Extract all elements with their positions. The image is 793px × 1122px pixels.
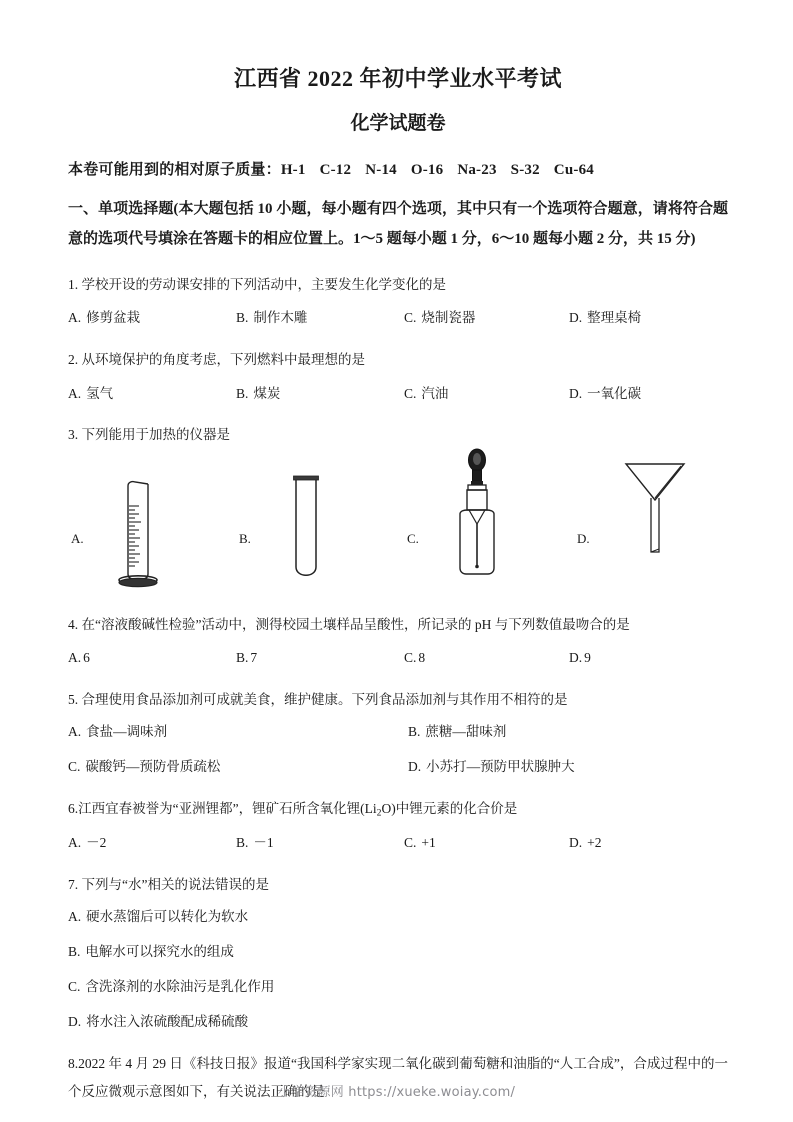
option-label: C. [68,759,81,775]
option-text: 汽油 [421,385,449,401]
question-2-options [68,384,728,405]
question-6 [68,795,728,854]
option-label: A. [68,724,82,740]
page-content [68,0,728,1107]
question-8-number: 8. [68,1056,79,1071]
atomic-mass-o: O-16 [410,162,444,179]
option-text: 整理桌椅 [587,310,642,326]
question-3-text: 下列能用于加热的仪器是 [81,427,230,443]
option-label: D. [408,759,422,775]
question-4-stem [68,611,728,639]
option-text: 电解水可以探究水的组成 [85,944,234,960]
question-6-text-pre: 江西宜春被誉为“亚洲锂都”，锂矿石所含氧化锂(Li [78,801,377,817]
question-2-option-a[interactable] [68,384,236,405]
option-label: A. [68,835,82,851]
question-4 [68,611,728,669]
option-text: －1 [253,835,274,851]
question-7-options [68,907,728,1033]
option-label: C. [404,310,417,326]
question-3-option-d[interactable] [574,456,728,601]
question-8-text: 2022 年 4 月 29 日《科技日报》报道“我国科学家实现二氧化碳到葡萄糖和油脂的“人工合成”，合成过程中的一个反应微观示意图如下，有关说法正确的是 [68,1056,728,1100]
question-2-option-d[interactable] [569,384,719,405]
footer-watermark: 小学资源网 https://xueke.woiay.com/ [277,1085,516,1100]
question-5-option-d[interactable] [408,757,708,778]
option-label: C. [407,530,419,546]
question-5-text: 合理使用食品添加剂可成就美食，维护健康。下列食品添加剂与其作用不相符的是 [81,692,568,708]
atomic-mass-na: Na-23 [457,162,497,179]
option-text: 烧制瓷器 [421,310,476,326]
option-label: D. [569,385,583,401]
question-5-number: 5. [68,692,79,708]
question-7-option-b[interactable] [68,942,728,963]
question-3 [68,421,728,600]
question-3-option-c[interactable] [404,456,574,601]
question-1-option-d[interactable] [569,308,719,329]
question-7-stem [68,871,728,899]
question-2-number: 2. [68,352,79,368]
question-2-option-c[interactable] [404,384,569,405]
option-label: D. [68,1014,82,1030]
option-label: D. [577,530,590,546]
question-3-option-a[interactable] [68,456,236,601]
option-text: 制作木雕 [253,310,308,326]
question-6-option-a[interactable] [68,833,236,854]
question-7-option-a[interactable] [68,907,728,928]
question-2-option-b[interactable] [236,384,404,405]
option-label: C. [68,979,81,995]
option-label: B. [236,650,249,666]
graduated-cylinder-icon [108,470,168,597]
question-7-option-d[interactable] [68,1012,728,1033]
question-1-stem [68,271,728,299]
option-text: 一氧化碳 [587,385,642,401]
question-6-options [68,833,728,854]
question-5-option-c[interactable] [68,757,408,778]
question-3-stem [68,421,728,449]
question-3-option-b[interactable] [236,456,404,601]
option-text: +1 [421,835,436,851]
question-6-number: 6. [68,801,79,817]
question-1-number: 1. [68,276,79,292]
option-text: 食盐—调味剂 [86,724,168,740]
option-text: －2 [86,835,107,851]
option-label: C. [404,385,417,401]
dropper-bottle-icon [442,448,512,597]
atomic-mass-c: C-12 [319,162,352,179]
option-label: A. [68,650,82,666]
question-3-number: 3. [68,427,79,443]
question-6-option-d[interactable] [569,833,719,854]
question-2 [68,346,728,404]
option-text: 9 [584,650,591,666]
atomic-mass-cu: Cu-64 [553,162,594,179]
question-1-option-c[interactable] [404,308,569,329]
question-6-option-c[interactable] [404,833,569,854]
option-text: 含洗涤剂的水除油污是乳化作用 [85,979,275,995]
question-1-options [68,308,728,329]
option-label: A. [68,385,82,401]
option-label: A. [71,530,84,546]
question-4-option-d[interactable] [569,648,719,669]
question-7 [68,871,728,1033]
page-subtitle: 化学试题卷 [350,112,446,134]
question-4-option-a[interactable] [68,648,236,669]
option-label: B. [236,835,249,851]
question-4-text: 在“溶液酸碱性检验”活动中，测得校园土壤样品呈酸性，所记录的 pH 与下列数值最吻合的是 [81,616,630,632]
question-1 [68,271,728,329]
page-title: 江西省 2022 年初中学业水平考试 [233,66,562,91]
question-6-option-b[interactable] [236,833,404,854]
question-7-number: 7. [68,876,79,892]
option-text: 小苏打—预防甲状腺肿大 [426,759,575,775]
question-1-text: 学校开设的劳动课安排的下列活动中，主要发生化学变化的是 [81,276,446,292]
test-tube-icon [276,465,336,597]
question-2-stem [68,346,728,374]
option-label: A. [68,310,82,326]
question-2-text: 从环境保护的角度考虑，下列燃料中最理想的是 [81,352,365,368]
option-text: 7 [250,650,258,666]
option-label: A. [68,909,82,925]
question-5-stem [68,686,728,714]
question-5-options-row-1 [68,722,728,743]
option-text: 碳酸钙—预防骨质疏松 [85,759,221,775]
question-7-text: 下列与“水”相关的说法错误的是 [81,876,269,892]
question-4-option-c[interactable] [404,648,569,669]
question-3-options [68,456,728,601]
option-label: B. [236,310,249,326]
option-label: C. [404,650,417,666]
option-text: +2 [587,835,602,851]
question-5 [68,686,728,778]
option-text: 8 [418,650,426,666]
question-6-subscript: 2 [376,807,382,819]
atomic-mass-s: S-32 [510,162,540,179]
section-instruction: 一、单项选择题(本大题包括 10 小题，每小题有四个选项，其中只有一个选项符合题意，请将符合题意的选项代号填涂在答题卡的相应位置上。1～5 题每小题 1 分，6～10 题每小题 2 分，共 15 分) [68,200,728,247]
option-label: B. [68,944,81,960]
funnel-icon [616,456,694,573]
option-label: B. [408,724,421,740]
question-6-stem [68,795,728,824]
option-text: 蔗糖—甜味剂 [425,724,507,740]
option-text: 修剪盆栽 [86,310,141,326]
question-1-option-b[interactable] [236,308,404,329]
option-text: 将水注入浓硫酸配成稀硫酸 [86,1014,249,1030]
option-text: 硬水蒸馏后可以转化为软水 [86,909,249,925]
question-1-option-a[interactable] [68,308,236,329]
atomic-mass-label: 本卷可能用到的相对原子质量： [68,162,281,179]
option-text: 6 [83,650,90,666]
atomic-mass-line [68,159,728,182]
option-label: D. [569,310,583,326]
option-label: C. [404,835,417,851]
option-label: D. [569,835,583,851]
option-label: D. [569,650,583,666]
atomic-mass-h: H-1 [280,162,306,179]
option-label: B. [236,385,249,401]
question-5-option-b[interactable] [408,722,708,743]
option-label: B. [239,530,251,546]
question-5-options-row-2 [68,757,728,778]
question-4-number: 4. [68,616,79,632]
question-4-option-b[interactable] [236,648,404,669]
atomic-mass-n: N-14 [365,162,397,179]
question-7-option-c[interactable] [68,977,728,998]
question-5-option-a[interactable] [68,722,408,743]
option-text: 煤炭 [253,385,281,401]
option-text: 氢气 [86,385,114,401]
question-5-options [68,722,728,778]
question-6-text-post: O)中锂元素的化合价是 [381,801,518,817]
question-4-options [68,648,728,669]
